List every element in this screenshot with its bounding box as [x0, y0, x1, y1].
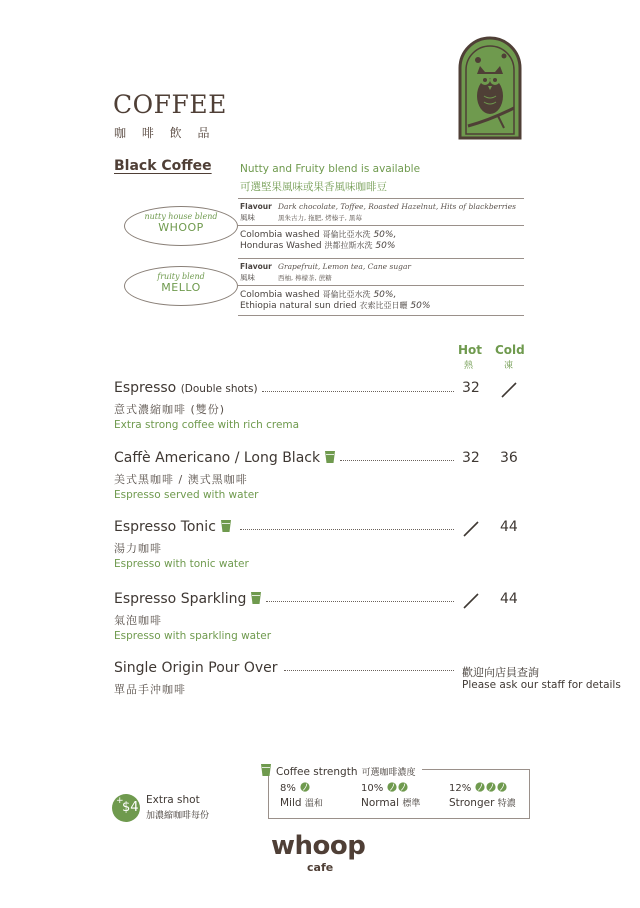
column-hot: Hot [458, 343, 483, 357]
item-name-zh: 氣泡咖啡 [114, 614, 162, 627]
item-name-zh: 意式濃縮咖啡 (雙份) [114, 403, 226, 416]
blend-oval-name: WHOOP [158, 221, 204, 234]
coffee-strength-title-zh: 可選咖啡濃度 [361, 768, 416, 778]
item-name-zh: 單品手沖咖啡 [114, 683, 186, 696]
strength-beans [299, 783, 310, 794]
flavour-label-zh: 風味 [240, 213, 255, 222]
item-name: Espresso Sparkling [114, 591, 247, 607]
coffee-bean-icon [398, 782, 408, 792]
extra-shot-label: Extra shot [146, 794, 200, 806]
coffee-strength-header [258, 760, 422, 776]
blend-note: Nutty and Fruity blend is available [240, 163, 421, 175]
blend-oval-whoop [124, 206, 238, 246]
slash-unavailable-icon [462, 592, 480, 610]
origin-name-zh: 衣索比亞日曬 [359, 301, 408, 310]
origin-name: Ethiopia natural sun dried [240, 301, 357, 311]
extra-shot-label-zh: 加濃縮咖啡每份 [146, 811, 210, 821]
strength-label: Normal [361, 797, 399, 809]
brand-subtitle: cafe [307, 861, 334, 874]
flavour-text-zh: 黑朱古力, 拖肥, 烤榛子, 黑莓 [278, 214, 362, 222]
item-description: Espresso served with water [114, 489, 259, 501]
cup-icon [260, 763, 272, 777]
strength-label: Stronger [449, 797, 495, 809]
price-cold: 44 [500, 519, 518, 535]
coffee-bean-icon [300, 782, 310, 792]
owl-logo-icon [458, 36, 522, 140]
extra-shot-badge: + $4 [112, 794, 140, 822]
strength-level [361, 782, 408, 794]
strength-beans [474, 783, 507, 794]
item-description: Espresso with sparkling water [114, 630, 272, 642]
menu-item-name [114, 380, 258, 396]
strength-label-zh: 溫和 [304, 799, 323, 809]
item-description: Espresso with tonic water [114, 558, 249, 570]
item-name: Espresso Tonic [114, 519, 216, 535]
leader-dots [284, 670, 454, 671]
strength-name [449, 796, 516, 809]
strength-level [449, 782, 507, 794]
item-name-zh: 湯力咖啡 [114, 542, 162, 555]
divider [238, 258, 524, 259]
price-cold: 36 [500, 450, 518, 466]
flavour-label: Flavour [240, 202, 272, 211]
menu-item-name [114, 591, 262, 607]
blend-origin-line [240, 300, 430, 311]
column-cold-zh: 凍 [504, 361, 514, 371]
menu-item-name [114, 519, 232, 535]
strength-label-zh: 特濃 [497, 799, 516, 809]
origin-name-zh: 哥倫比亞水洗 [322, 230, 371, 239]
leader-dots [266, 601, 454, 602]
price-cold: 44 [500, 591, 518, 607]
menu-item-name [114, 660, 278, 676]
column-hot-zh: 熱 [464, 361, 474, 371]
price-hot: 32 [462, 380, 480, 396]
strength-name [280, 796, 323, 809]
strength-label-zh: 標準 [402, 799, 421, 809]
flavour-label: Flavour [240, 262, 272, 271]
brand-logo: whoop [271, 831, 366, 861]
coffee-bean-icon [475, 782, 485, 792]
ask-staff-note-zh: 歡迎向店員查詢 [462, 666, 539, 679]
item-name: Single Origin Pour Over [114, 660, 278, 676]
cup-icon [220, 519, 232, 533]
extra-shot-price: $4 [122, 800, 139, 815]
origin-percent: 50%, [373, 290, 397, 300]
strength-beans [386, 783, 408, 794]
price-hot: 32 [462, 450, 480, 466]
leader-dots [240, 529, 454, 530]
flavour-label-zh: 風味 [240, 273, 255, 282]
origin-name: Colombia washed [240, 230, 320, 240]
cup-icon [324, 450, 336, 464]
item-name: Caffè Americano / Long Black [114, 450, 321, 466]
cup-icon [250, 591, 262, 605]
origin-name: Honduras Washed [240, 241, 322, 251]
column-cold: Cold [495, 343, 525, 357]
item-name-extra: (Double shots) [180, 383, 258, 395]
blend-oval-subtitle: fruity blend [157, 272, 205, 281]
blend-note-zh: 可選堅果風味或果香風味咖啡豆 [240, 181, 387, 193]
coffee-bean-icon [486, 782, 496, 792]
flavour-text-zh: 西柚, 檸檬茶, 蔗糖 [278, 274, 332, 282]
origin-name-zh: 洪都拉斯水洗 [324, 241, 373, 250]
coffee-bean-icon [387, 782, 397, 792]
flavour-text: Grapefruit, Lemon tea, Cane sugar [278, 262, 412, 271]
divider [238, 285, 524, 286]
origin-percent: 50%, [373, 230, 397, 240]
strength-percent: 10% [361, 783, 384, 794]
leader-dots [340, 460, 454, 461]
divider [238, 225, 524, 226]
blend-oval-mello [124, 266, 238, 306]
coffee-strength-title: Coffee strength [276, 766, 358, 778]
origin-percent: 50% [410, 301, 431, 311]
slash-unavailable-icon [500, 381, 518, 399]
origin-name: Colombia washed [240, 290, 320, 300]
item-name-zh: 美式黑咖啡 / 澳式黑咖啡 [114, 473, 248, 486]
page-title: COFFEE [113, 90, 227, 119]
strength-percent: 12% [449, 783, 472, 794]
origin-percent: 50% [375, 241, 396, 251]
flavour-text: Dark chocolate, Toffee, Roasted Hazelnut, Hits of blackberries [278, 202, 516, 211]
leader-dots [262, 391, 454, 392]
divider [238, 198, 524, 199]
divider [238, 315, 524, 316]
slash-unavailable-icon [462, 520, 480, 538]
black-coffee-heading: Black Coffee [114, 158, 212, 174]
strength-name [361, 796, 420, 809]
blend-origin-line [240, 289, 396, 300]
strength-percent: 8% [280, 783, 296, 794]
menu-item-name [114, 450, 336, 466]
blend-oval-name: MELLO [161, 281, 201, 294]
origin-name-zh: 哥倫比亞水洗 [322, 290, 371, 299]
coffee-bean-icon [497, 782, 507, 792]
strength-level [280, 782, 310, 794]
blend-oval-subtitle: nutty house blend [144, 212, 218, 221]
blend-origin-line [240, 240, 395, 251]
item-description: Extra strong coffee with rich crema [114, 419, 300, 431]
strength-label: Mild [280, 797, 302, 809]
ask-staff-note: Please ask our staff for details [462, 679, 621, 691]
page-title-zh: 咖 啡 飲 品 [114, 126, 216, 140]
item-name: Espresso [114, 380, 177, 396]
blend-origin-line [240, 229, 396, 240]
